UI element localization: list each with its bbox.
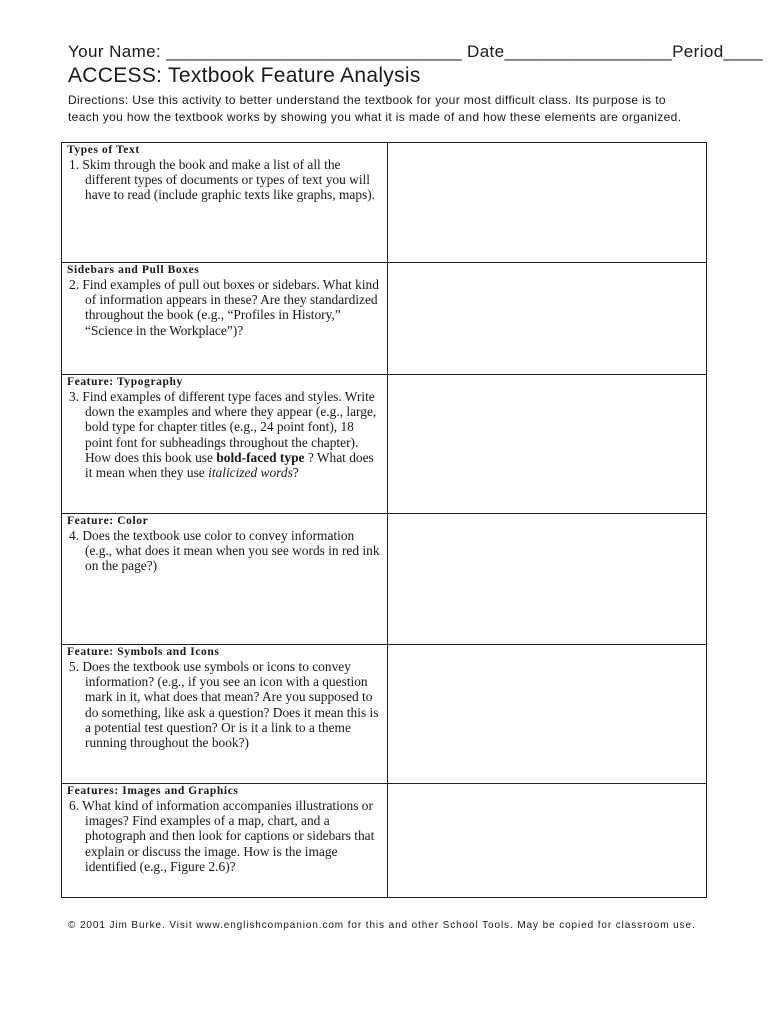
table-row — [62, 783, 706, 897]
table-row — [62, 143, 706, 262]
bold-faced-example: bold-faced type — [216, 449, 305, 465]
question-text: 5. Does the textbook use symbols or icons to convey information? (e.g., if you see an icon with a question mark in it, what does that mean? Are you supposed to do something, like ask a question? Does it mean this is a potential test question? Or is it a link to a theme running throughout the book?) — [69, 659, 379, 751]
answer-cell[interactable] — [388, 143, 706, 262]
question-text: 2. Find examples of pull out boxes or sidebars. What kind of information appears in these? Are they standardized throughout the book (e.g., “Profiles in History,” “Science in the Workplace”)? — [69, 277, 379, 338]
question-text — [67, 389, 383, 480]
worksheet-title: ACCESS: Textbook Feature Analysis — [68, 64, 421, 87]
question-cell — [62, 514, 388, 644]
question-text: 4. Does the textbook use color to convey information (e.g., what does it mean when you see words in red ink on the page?) — [69, 528, 380, 574]
italic-example: italicized words — [208, 465, 293, 481]
table-row — [62, 644, 706, 783]
directions-text: Directions: Use this activity to better understand the textbook for your most difficult class. Its purpose is to teach you how the textbook works by showing you what it is made of and how these elements are organized. — [68, 93, 682, 124]
answer-cell[interactable] — [388, 514, 706, 644]
row-heading: Types of Text — [67, 144, 140, 156]
table-row — [62, 374, 706, 513]
question-text-part: 3. Find examples of different type faces and styles. Write down the examples and where they appear (e.g., large, bold type for chapter titles (e.g., 24 point font), 18 point font for subheadings throughout the chapter). How does this book use — [69, 389, 377, 465]
table-row — [62, 513, 706, 644]
question-cell — [62, 784, 388, 897]
name-date-period-line: Your Name: ______________________________ Date_________________Period____ — [68, 42, 764, 61]
row-heading: Feature: Color — [67, 515, 149, 527]
question-text: 1. Skim through the book and make a list of all the different types of documents or types of text you will have to read (include graphic texts like graphs, maps). — [69, 157, 376, 203]
question-cell — [62, 375, 388, 513]
row-heading: Feature: Symbols and Icons — [67, 646, 220, 658]
row-heading: Sidebars and Pull Boxes — [67, 264, 200, 276]
feature-analysis-table — [61, 142, 707, 898]
question-text: 6. What kind of information accompanies illustrations or images? Find examples of a map, chart, and a photograph and then look for captions or sidebars that explain or discuss the image. How is the image identified (e.g., Figure 2.6)? — [69, 798, 375, 874]
row-heading: Feature: Typography — [67, 376, 183, 388]
question-cell — [62, 143, 388, 262]
question-cell — [62, 645, 388, 783]
copyright-footer: © 2001 Jim Burke. Visit www.englishcompanion.com for this and other School Tools. May be copied for classroom use. — [68, 920, 696, 931]
question-text-part: ? What does it mean when they use — [85, 449, 374, 481]
table-row — [62, 262, 706, 374]
question-text-part: ? — [292, 465, 299, 481]
answer-cell[interactable] — [388, 375, 706, 513]
answer-cell[interactable] — [388, 645, 706, 783]
answer-cell[interactable] — [388, 263, 706, 374]
row-heading: Features: Images and Graphics — [67, 785, 239, 797]
question-cell — [62, 263, 388, 374]
answer-cell[interactable] — [388, 784, 706, 897]
